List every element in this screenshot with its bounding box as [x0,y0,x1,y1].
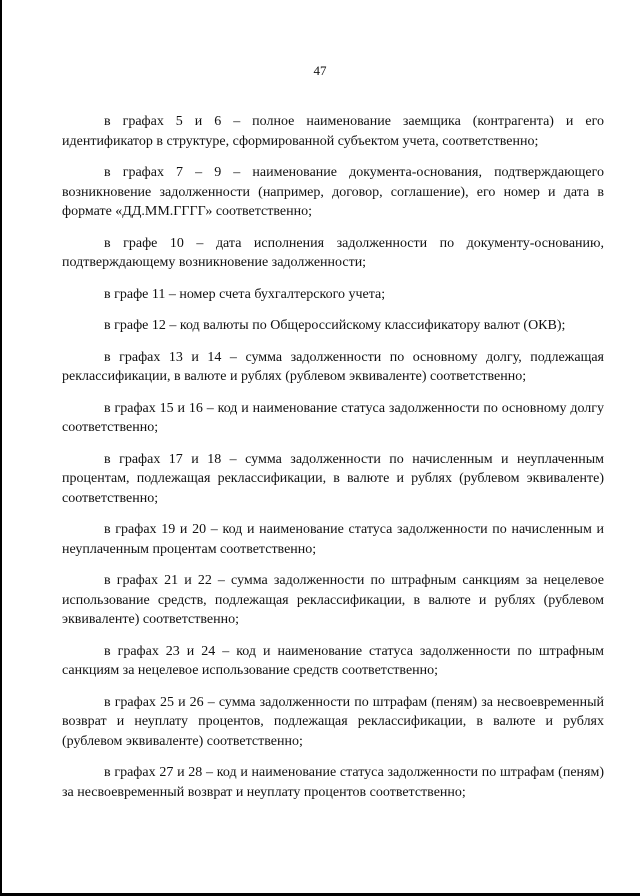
paragraph: в графах 15 и 16 – код и наименование статуса задолженности по основному долгу соответственно; [62,400,604,435]
paragraph: в графах 5 и 6 – полное наименование заемщика (контрагента) и его идентификатор в структуре, сформированной субъектом учета, соответственно; [62,114,604,149]
page-number: 47 [313,63,327,78]
paragraph: в графах 27 и 28 – код и наименование статуса задолженности по штрафам (пеням) за несвоевременный возврат и неуплату процентов соответственно; [62,765,604,800]
paragraph: в графах 13 и 14 – сумма задолженности по основному долгу, подлежащая реклассификации, в валюте и рублях (рублевом эквиваленте) соответственно; [62,349,604,384]
paragraph: в графах 7 – 9 – наименование документа-основания, подтверждающего возникновение задолженности (например, договор, соглашение), его номер и дата в формате «ДД.ММ.ГГГГ» соответственно; [62,165,604,219]
paragraph: в графе 12 – код валюты по Общероссийскому классификатору валют (ОКВ); [104,318,566,333]
scan-edge-left [0,0,2,896]
paragraph: в графах 23 и 24 – код и наименование статуса задолженности по штрафным санкциям за нецелевое использование средств соответственно; [62,643,604,678]
paragraph: в графах 21 и 22 – сумма задолженности по штрафным санкциям за нецелевое использование средств, подлежащая реклассификации, в валюте и рублях (рублевом эквиваленте) соответственно; [62,573,604,627]
paragraph: в графе 10 – дата исполнения задолженности по документу-основанию, подтверждающему возникновение задолженности; [62,235,604,270]
document-body [62,112,604,814]
paragraph: в графах 17 и 18 – сумма задолженности по начисленным и неуплаченным процентам, подлежащая реклассификации, в валюте и рублях (рублевом эквиваленте) соответственно; [62,451,604,506]
paragraph: в графах 19 и 20 – код и наименование статуса задолженности по начисленным и неуплаченным процентам соответственно; [62,522,604,557]
paragraph: в графе 11 – номер счета бухгалтерского учета; [104,286,386,302]
paragraph: в графах 25 и 26 – сумма задолженности по штрафам (пеням) за несвоевременный возврат и неуплату процентов, подлежащая реклассификации, в валюте и рублях (рублевом эквиваленте) соответственно; [62,694,604,749]
